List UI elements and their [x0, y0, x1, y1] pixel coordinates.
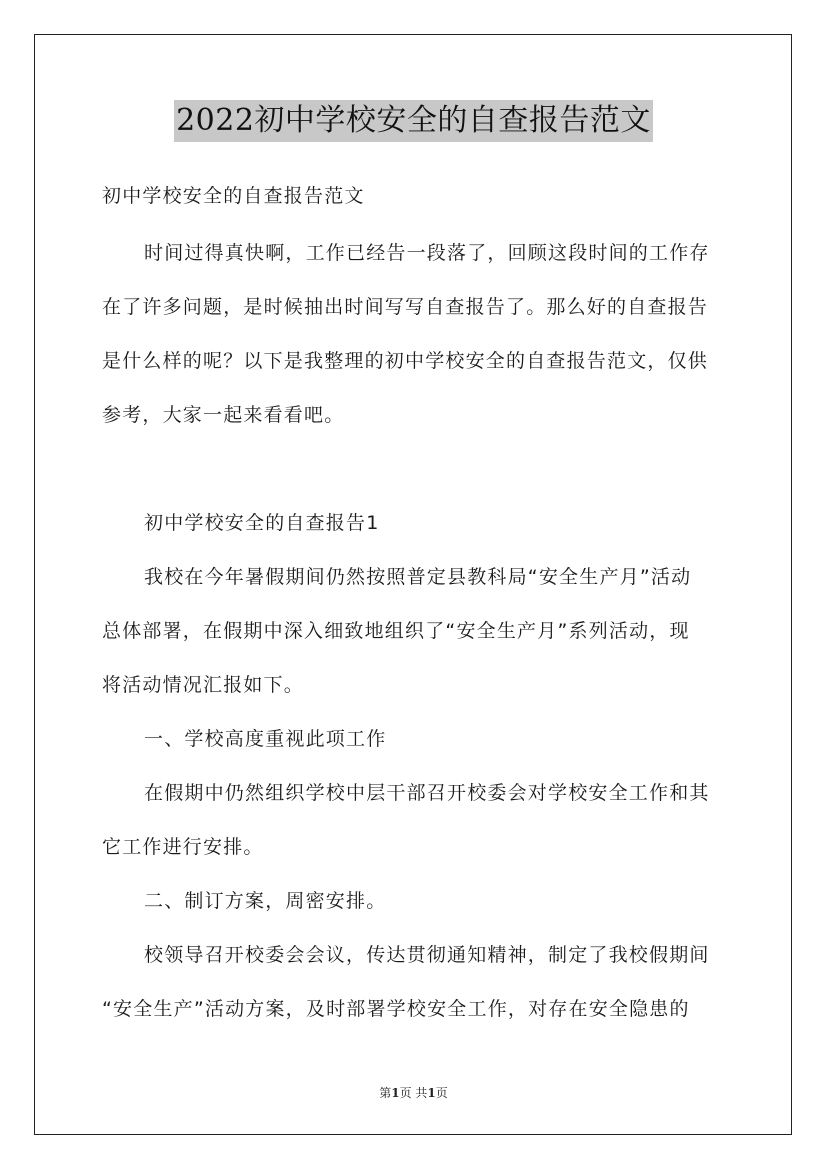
paragraph-line: “安全生产”活动方案，及时部署学校安全工作，对存在安全隐患的	[102, 998, 690, 1020]
footer-current-page: 1	[391, 1086, 400, 1100]
paragraph-line: 它工作进行安排。	[102, 836, 264, 858]
subheading-line: 二、制订方案，周密安排。	[144, 890, 387, 912]
title-container	[0, 100, 827, 142]
document-title: 2022初中学校安全的自查报告范文	[174, 100, 653, 142]
paragraph-line: 将活动情况汇报如下。	[102, 674, 305, 696]
paragraph-line: 在假期中仍然组织学校中层干部召开校委会对学校安全工作和其	[144, 782, 710, 804]
paragraph-line: 总体部署，在假期中深入细致地组织了“安全生产月”系列活动，现	[102, 620, 690, 642]
footer-prefix: 第	[379, 1086, 392, 1100]
footer-mid: 页 共	[399, 1086, 428, 1100]
paragraph-line: 我校在今年暑假期间仍然按照普定县教科局“安全生产月”活动	[144, 566, 692, 588]
paragraph-line: 校领导召开校委会会议，传达贯彻通知精神，制定了我校假期间	[144, 944, 710, 966]
paragraph-line: 参考，大家一起来看看吧。	[102, 404, 345, 426]
footer-total-pages: 1	[427, 1086, 436, 1100]
subheading-line: 一、学校高度重视此项工作	[144, 728, 387, 750]
page-footer	[0, 1084, 827, 1101]
paragraph-line: 是什么样的呢？以下是我整理的初中学校安全的自查报告范文，仅供	[102, 350, 709, 372]
paragraph-line: 时间过得真快啊，工作已经告一段落了，回顾这段时间的工作存	[144, 242, 710, 264]
subtitle-line: 初中学校安全的自查报告范文	[102, 185, 365, 207]
paragraph-line: 在了许多问题，是时候抽出时间写写自查报告了。那么好的自查报告	[102, 296, 709, 318]
section-heading: 初中学校安全的自查报告1	[144, 512, 380, 534]
footer-suffix: 页	[435, 1086, 448, 1100]
